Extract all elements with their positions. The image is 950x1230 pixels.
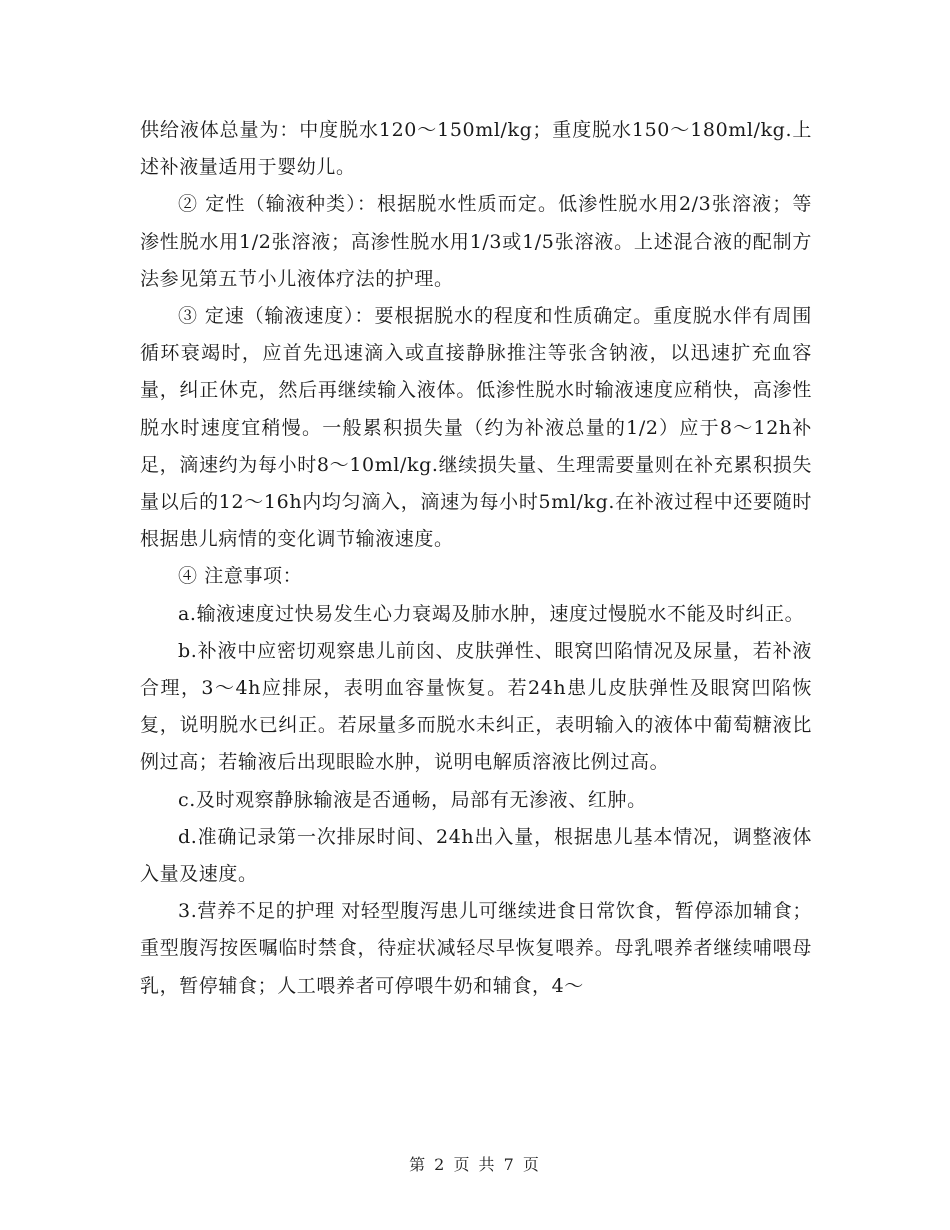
paragraph-fluid-volume: 供给液体总量为：中度脱水120～150ml/kg；重度脱水150～180ml/kg.上述补液量适用于婴幼儿。 [140, 119, 812, 179]
paragraph-precaution-d: d.准确记录第一次排尿时间、24h出入量，根据患儿基本情况，调整液体入量及速度。 [140, 825, 812, 886]
paragraph-precautions-heading: ④ 注意事项： [178, 565, 303, 588]
paragraph-infusion-rate: ③ 定速（输液速度）：要根据脱水的程度和性质确定。重度脱水伴有周围循环衰竭时，应首先迅速滴入或直接静脉推注等张含钠液，以迅速扩充血容量，纠正休克，然后再继续输入液体。低渗性脱水时输液速度应稍快，高渗性脱水时速度宜稍慢。一般累积损失量（约为补液总量的1/2）应于8～12h补足，滴速约为每小时8～10ml/kg.继续损失量、生理需要量则在补充累积损失量以后的12～16h内均匀滴入，滴速为每小时5ml/kg.在补液过程中还要随时根据患儿病情的变化调节输液速度。 [140, 305, 812, 551]
paragraph-precaution-b: b.补液中应密切观察患儿前囟、皮肤弹性、眼窝凹陷情况及尿量，若补液合理，3～4h应排尿，表明血容量恢复。若24h患儿皮肤弹性及眼窝凹陷恢复，说明脱水已纠正。若尿量多而脱水未纠正，表明输入的液体中葡萄糖液比例过高；若输液后出现眼睑水肿，说明电解质溶液比例过高。 [140, 639, 812, 774]
paragraph-precaution-a: a.输液速度过快易发生心力衰竭及肺水肿，速度过慢脱水不能及时纠正。 [178, 602, 805, 625]
paragraph-fluid-type: ② 定性（输液种类）：根据脱水性质而定。低渗性脱水用2/3张溶液；等渗性脱水用1/2张溶液；高渗性脱水用1/3或1/5张溶液。上述混合液的配制方法参见第五节小儿液体疗法的护理。 [140, 193, 812, 290]
page-number-footer: 第 2 页 共 7 页 [409, 1155, 541, 1174]
paragraph-precaution-c: c.及时观察静脉输液是否通畅，局部有无渗液、红肿。 [178, 788, 647, 811]
paragraph-nutrition-care: 3.营养不足的护理 对轻型腹泻患儿可继续进食日常饮食，暂停添加辅食；重型腹泻按医嘱临时禁食，待症状减轻尽早恢复喂养。母乳喂养者继续哺喂母乳，暂停辅食；人工喂养者可停喂牛奶和辅食，4～ [140, 900, 812, 997]
page-body [140, 112, 812, 1005]
